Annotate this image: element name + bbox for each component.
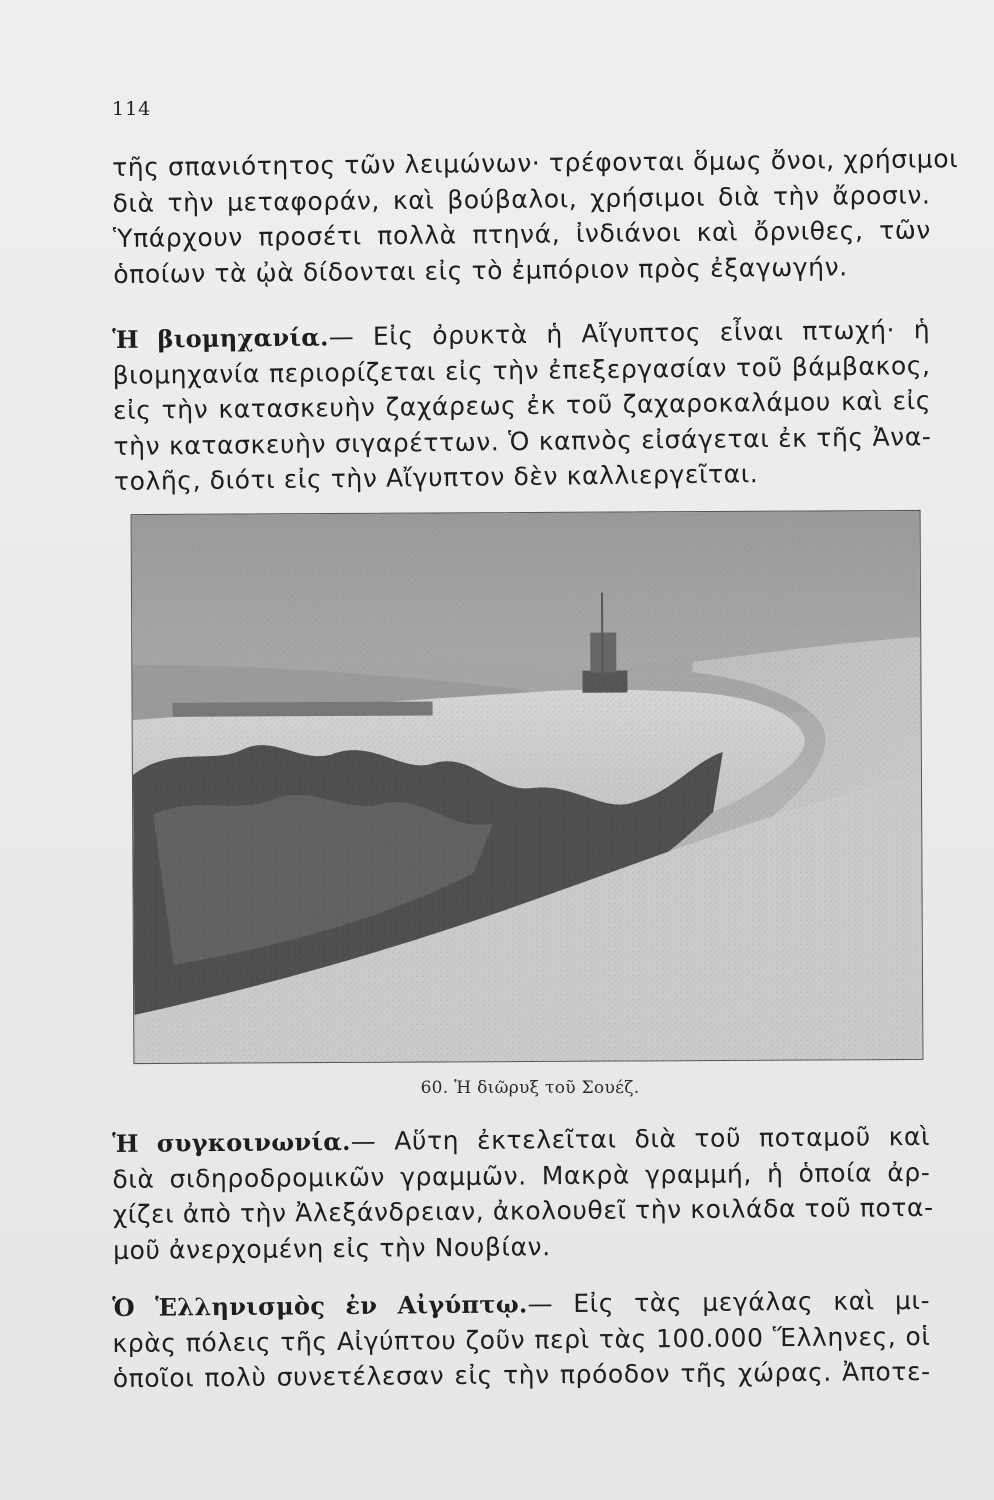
text-line: εἰς τὴν κατασκευὴν ζαχάρεως ἐκ τοῦ ζαχαροκαλάμου καὶ εἰς bbox=[112, 386, 932, 425]
text-line: κρὰς πόλεις τῆς Αἰγύπτου ζοῦν περὶ τὰς 100.000 Ἕλληνες, οἱ bbox=[112, 1321, 931, 1358]
text-fragment: — Αὕτη ἐκτελεῖται διὰ τοῦ ποταμοῦ καὶ bbox=[350, 1121, 931, 1156]
text-line: χίζει ἀπὸ τὴν Ἀλεξάνδρειαν, ἀκολουθεῖ τὴν κοιλάδα τοῦ ποτα- bbox=[112, 1192, 934, 1229]
text-line: Ὑπάρχουν προσέτι πολλὰ πτηνά, ἰνδιάνοι καὶ ὄρνιθες, τῶν bbox=[112, 215, 932, 253]
paragraph-livestock bbox=[112, 141, 959, 292]
film-grain bbox=[132, 511, 923, 1063]
text-line: ὁποῖοι πολὺ συνετέλεσαν εἰς τὴν πρόοδον τῆς χώρας. Ἀποτε- bbox=[112, 1356, 931, 1393]
paragraph-hellenism bbox=[112, 1283, 931, 1397]
paragraph-industry bbox=[112, 312, 932, 499]
paragraph-transport bbox=[112, 1119, 934, 1268]
text-line: διὰ σιδηροδρομικῶν γραμμῶν. Μακρὰ γραμμή, ἡ ὁποία ἀρ- bbox=[112, 1157, 931, 1194]
text-line: τὴν κατασκευὴν σιγαρέττων. Ὁ καπνὸς εἰσάγεται ἐκ τῆς Ἀνα- bbox=[113, 421, 932, 461]
section-heading-industry: Ἡ βιομηχανία. bbox=[112, 322, 329, 354]
section-heading-hellenism: Ὁ Ἑλληνισμὸς ἐν Αἰγύπτῳ. bbox=[112, 1289, 528, 1322]
text-line: τολῆς, διότι εἰς τὴν Αἴγυπτον δὲν καλλιεργεῖται. bbox=[113, 459, 759, 496]
text-line: ὁποίων τὰ ᾠὰ δίδονται εἰς τὸ ἐμπόριον πρὸς ἐξαγωγήν. bbox=[113, 251, 848, 289]
text-fragment: — Εἰς τὰς μεγάλας καὶ μι- bbox=[527, 1285, 931, 1319]
text-fragment: — Εἰς ὀρυκτὰ ἡ Αἴγυπτος εἶναι πτωχή· ἡ bbox=[328, 315, 931, 352]
text-line: βιομηχανία περιορίζεται εἰς τὴν ἐπεξεργασίαν τοῦ βάμβακος, bbox=[112, 350, 931, 390]
text-line: μοῦ ἀνερχομένη εἰς τὴν Νουβίαν. bbox=[112, 1231, 551, 1265]
text-line: διὰ τὴν μεταφοράν, καὶ βούβαλοι, χρήσιμοι διὰ τὴν ἄροσιν. bbox=[112, 179, 931, 218]
text-line: τῆς σπανιότητος τῶν λειμώνων· τρέφονται ὅμως ὄνοι, χρήσιμοι bbox=[112, 144, 959, 182]
section-heading-transport: Ἡ συγκοινωνία. bbox=[112, 1126, 351, 1158]
figure-caption: 60. Ἡ διῶρυξ τοῦ Σουέζ. bbox=[420, 1078, 640, 1098]
suez-canal-photo bbox=[131, 510, 924, 1064]
page-number: 114 bbox=[112, 98, 152, 120]
